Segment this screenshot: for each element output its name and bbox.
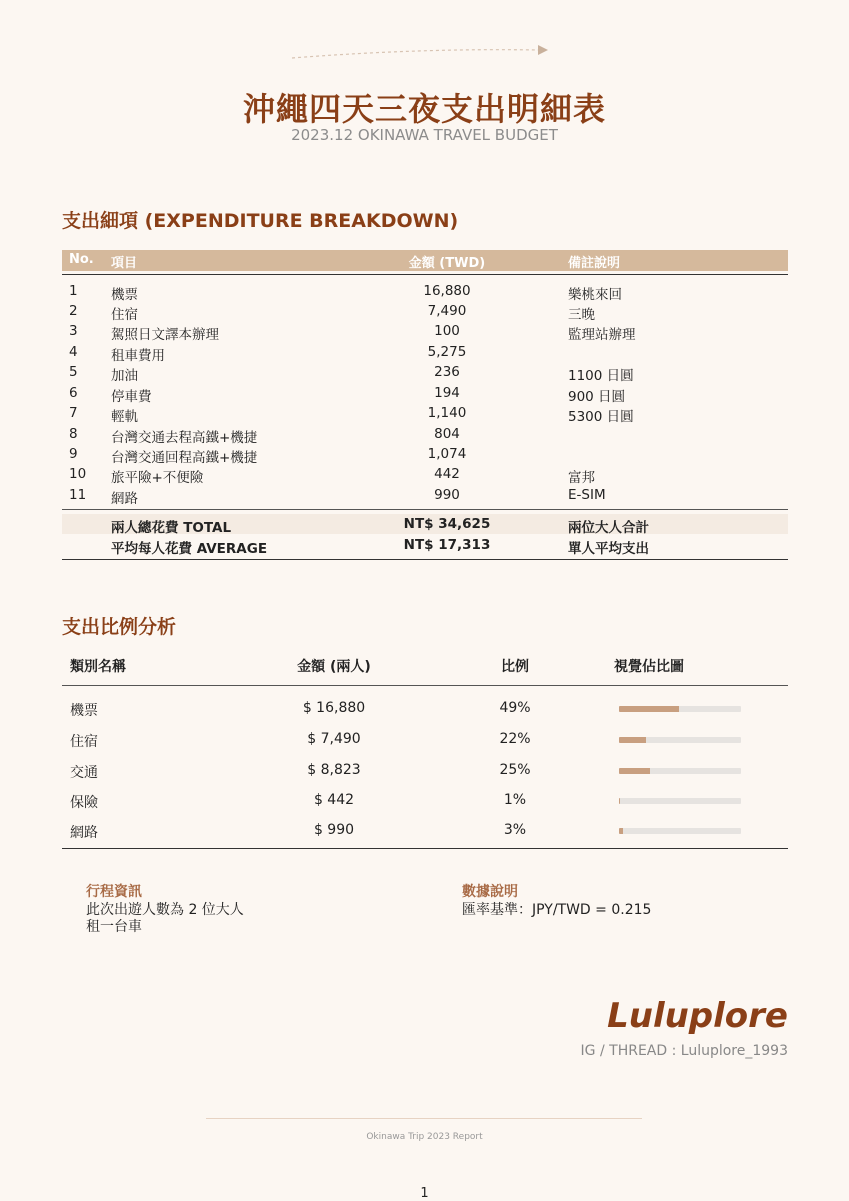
col-category: 類別名稱	[70, 659, 126, 675]
row-no: 6	[69, 385, 78, 401]
ratio-pct: 1%	[503, 792, 527, 808]
table-rule	[62, 685, 788, 686]
row-no: 7	[69, 405, 78, 421]
decorative-arrow-icon	[290, 42, 550, 62]
ratio-category: 交通	[70, 765, 98, 781]
trip-info-line: 租一台車	[86, 919, 142, 935]
table-row	[62, 383, 788, 403]
ratio-bar-fill	[619, 706, 679, 712]
breakdown-table-header	[62, 250, 788, 271]
row-no: 1	[69, 283, 78, 299]
average-note: 單人平均支出	[568, 541, 649, 557]
col-amount: 金額 (TWD)	[408, 256, 486, 271]
ratio-category: 住宿	[70, 734, 98, 750]
col-item: 項目	[111, 256, 138, 271]
trip-info-line: 此次出遊人數為 2 位大人	[86, 902, 244, 918]
table-rule	[62, 559, 788, 560]
col-note: 備註說明	[568, 256, 621, 271]
social-handle: IG / THREAD : Luluplore_1993	[580, 1043, 788, 1059]
row-note: 富邦	[568, 470, 595, 486]
data-info-line: 匯率基準：JPY/TWD = 0.215	[462, 902, 652, 918]
brand-logo: Luluplore	[607, 996, 788, 1036]
ratio-row	[62, 700, 788, 730]
row-no: 8	[69, 426, 78, 442]
table-rule	[62, 848, 788, 849]
ratio-amount: $ 442	[313, 792, 355, 808]
row-amount: 236	[434, 364, 460, 380]
row-item: 輕軌	[111, 409, 138, 425]
data-info-label: 數據說明	[462, 884, 518, 900]
ratio-pct: 49%	[499, 700, 531, 716]
row-no: 9	[69, 446, 78, 462]
row-note: 樂桃來回	[568, 287, 622, 303]
row-item: 旅平險+不便險	[111, 470, 204, 486]
ratio-amount: $ 990	[313, 822, 355, 838]
row-item: 加油	[111, 368, 138, 384]
table-row	[62, 444, 788, 464]
row-amount: 1,074	[427, 446, 467, 462]
row-no: 3	[69, 323, 78, 339]
ratio-bar	[619, 798, 741, 804]
row-no: 2	[69, 303, 78, 319]
row-note: 1100 日圓	[568, 368, 634, 384]
col-visual: 視覺佔比圖	[614, 659, 684, 675]
table-row	[62, 464, 788, 484]
ratio-category: 機票	[70, 703, 98, 719]
row-note: 5300 日圓	[568, 409, 634, 425]
ratio-pct: 25%	[499, 762, 531, 778]
page-number: 1	[420, 1186, 429, 1201]
ratio-category: 保險	[70, 795, 98, 811]
table-row	[62, 301, 788, 321]
row-amount: 7,490	[427, 303, 467, 319]
row-item: 駕照日文譯本辦理	[111, 327, 219, 343]
table-row	[62, 342, 788, 362]
footer-divider	[206, 1118, 642, 1119]
ratio-amount: $ 7,490	[307, 731, 361, 747]
row-note: E-SIM	[568, 487, 606, 503]
average-label: 平均每人花費 AVERAGE	[111, 541, 268, 557]
ratio-bar	[619, 768, 741, 774]
table-rule	[62, 509, 788, 510]
row-amount: 990	[434, 487, 460, 503]
row-item: 機票	[111, 287, 138, 303]
ratio-row	[62, 762, 788, 792]
row-amount: 804	[434, 426, 460, 442]
ratio-category: 網路	[70, 825, 98, 841]
table-row	[62, 403, 788, 423]
row-amount: 16,880	[423, 283, 471, 299]
breakdown-heading: 支出細項 (EXPENDITURE BREAKDOWN)	[62, 210, 459, 232]
ratio-amount: $ 8,823	[307, 762, 361, 778]
ratio-bar-fill	[619, 798, 620, 804]
page-title: 沖繩四天三夜支出明細表	[242, 90, 606, 128]
footer-text: Okinawa Trip 2023 Report	[366, 1132, 483, 1142]
total-row	[62, 514, 788, 534]
row-item: 台灣交通去程高鐵+機捷	[111, 430, 258, 446]
row-amount: 442	[434, 466, 460, 482]
row-no: 11	[69, 487, 87, 503]
row-item: 停車費	[111, 389, 152, 405]
ratio-bar-fill	[619, 768, 650, 774]
page-subtitle: 2023.12 OKINAWA TRAVEL BUDGET	[291, 126, 558, 144]
row-item: 台灣交通回程高鐵+機捷	[111, 450, 258, 466]
ratio-row	[62, 792, 788, 822]
table-row	[62, 485, 788, 505]
average-row	[62, 535, 788, 555]
row-amount: 5,275	[427, 344, 467, 360]
row-no: 10	[69, 466, 87, 482]
ratio-bar	[619, 828, 741, 834]
row-note: 900 日圓	[568, 389, 626, 405]
row-item: 住宿	[111, 307, 138, 323]
row-amount: 1,140	[427, 405, 467, 421]
table-rule	[62, 274, 788, 275]
col-no: No.	[69, 252, 94, 267]
ratio-table-header	[62, 656, 788, 684]
row-amount: 194	[434, 385, 460, 401]
col-amount: 金額 (兩人)	[297, 659, 371, 675]
ratio-bar-fill	[619, 828, 623, 834]
total-amount: NT$ 34,625	[403, 516, 491, 532]
ratio-bar	[619, 737, 741, 743]
ratio-row	[62, 731, 788, 761]
row-no: 5	[69, 364, 78, 380]
ratio-amount: $ 16,880	[302, 700, 366, 716]
total-label: 兩人總花費 TOTAL	[111, 520, 232, 536]
table-row	[62, 281, 788, 301]
row-item: 網路	[111, 491, 138, 507]
ratio-bar-fill	[619, 737, 646, 743]
table-row	[62, 321, 788, 341]
total-note: 兩位大人合計	[568, 520, 649, 536]
table-row	[62, 362, 788, 382]
ratio-pct: 22%	[499, 731, 531, 747]
ratio-pct: 3%	[503, 822, 527, 838]
ratio-bar	[619, 706, 741, 712]
trip-info-label: 行程資訊	[86, 884, 142, 900]
row-amount: 100	[434, 323, 460, 339]
table-row	[62, 424, 788, 444]
row-item: 租車費用	[111, 348, 165, 364]
ratio-heading: 支出比例分析	[62, 616, 177, 638]
col-pct: 比例	[501, 659, 529, 675]
row-note: 三晚	[568, 307, 595, 323]
row-note: 監理站辦理	[568, 327, 636, 343]
average-amount: NT$ 17,313	[403, 537, 491, 553]
row-no: 4	[69, 344, 78, 360]
